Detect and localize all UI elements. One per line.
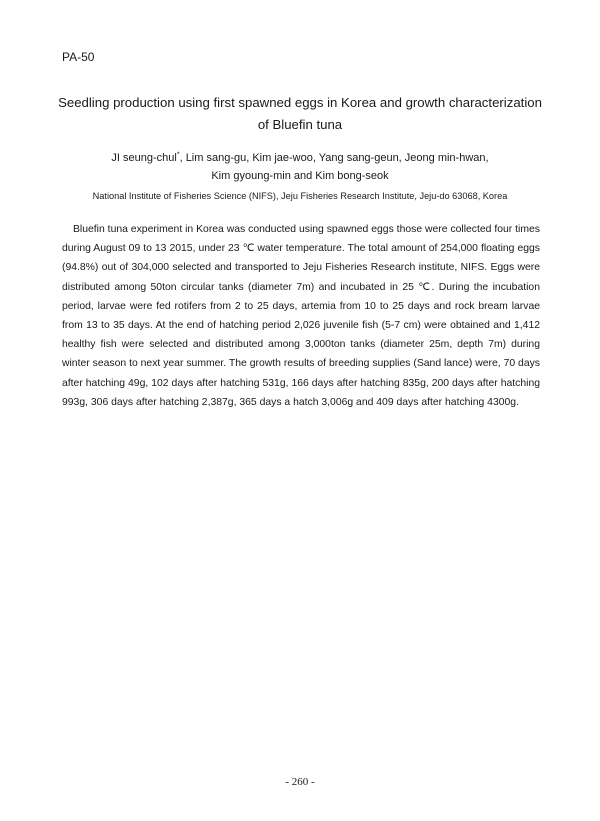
author-line-1 (40, 150, 560, 168)
affiliation: National Institute of Fisheries Science (NIFS), Jeju Fisheries Research Institute, Jeju-do 63068, Korea (92, 191, 508, 201)
paper-title (40, 92, 560, 136)
first-author: JI seung-chul (111, 152, 177, 164)
page-number: - 260 - (285, 776, 315, 788)
author-line-2: Kim gyoung-min and Kim bong-seok (211, 169, 389, 182)
co-authors: , Lim sang-gu, Kim jae-woo, Yang sang-geun, Jeong min-hwan, (179, 152, 489, 164)
author-list (40, 150, 560, 185)
paper-code: PA-50 (62, 50, 95, 64)
corresponding-author-mark: * (176, 151, 180, 159)
paper-title-line-1: Seedling production using first spawned eggs in Korea and growth characterization (58, 95, 542, 110)
paper-title-line-2: of Bluefin tuna (257, 117, 343, 132)
abstract-text: Bluefin tuna experiment in Korea was conducted using spawned eggs those were collected four times during August 09 to 13 2015, under 23 ℃ water temperature. The total amount of 254,000 floating eggs (94.8%) out of 304,000 selected and transported to Jeju Fisheries Research institute, NIFS. Eggs were distributed among 50ton circular tanks (diameter 7m) and incubated in 25 ℃. During the incubation period, larvae were fed rotifers from 2 to 25 days, artemia from 10 to 25 days and rock bream larvae from 13 to 35 days. At the end of hatching period 2,026 juvenile fish (5-7 cm) were obtained and 1,412 healthy fish were selected and distributed among 3,000ton tanks (diameter 25m, depth 7m) during winter season to next year summer. The growth results of breeding supplies (Sand lance) were, 70 days after hatching 49g, 102 days after hatching 531g, 166 days after hatching 835g, 200 days after hatching 993g, 306 days after hatching 2,387g, 365 days a hatch 3,006g and 409 days after hatching 4300g. (62, 224, 540, 408)
